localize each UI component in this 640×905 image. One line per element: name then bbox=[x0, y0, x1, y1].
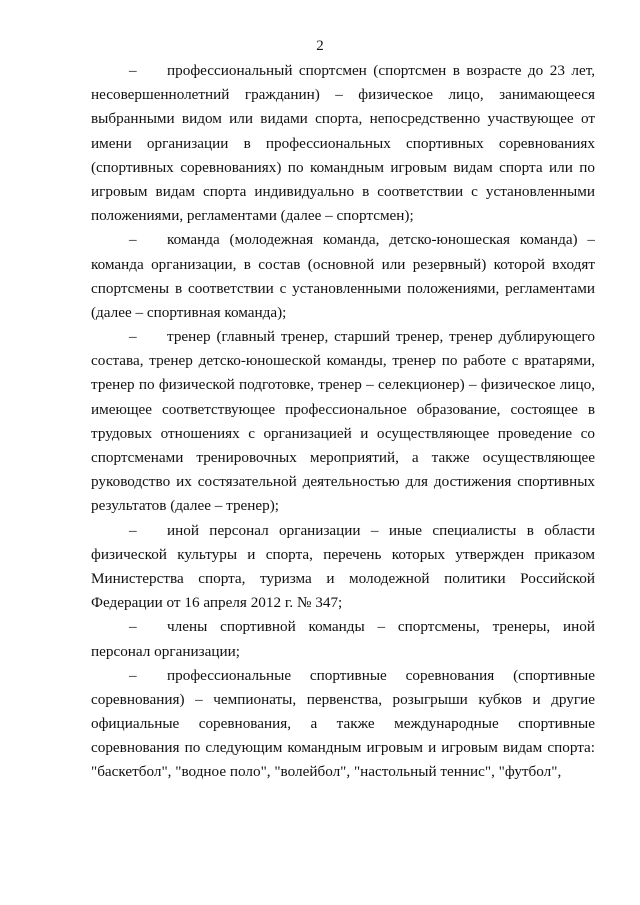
text-line: результатов (далее – тренер); bbox=[91, 497, 280, 515]
text-line bbox=[91, 615, 595, 639]
text-line: руководство их состязательной деятельностью для достижения спортивных bbox=[91, 473, 595, 491]
text-line: "баскетбол", "водное поло", "волейбол", "настольный теннис", "футбол", bbox=[91, 763, 562, 781]
text-line: игровым видам спорта индивидуально в соответствии с установленными bbox=[91, 182, 595, 200]
text-line bbox=[91, 519, 595, 543]
list-dash-marker: – bbox=[129, 62, 137, 79]
text-line: официальные соревнования, а также международные спортивные bbox=[91, 715, 595, 733]
text-line-content: иной персонал организации – иные специалисты в области bbox=[167, 521, 595, 539]
text-line: спортсменами тренировочных мероприятий, а также осуществляющее bbox=[91, 449, 595, 466]
text-line: несовершеннолетний гражданин) – физическое лицо, занимающееся bbox=[91, 86, 595, 104]
paragraph-team bbox=[91, 228, 595, 325]
text-line: (далее – спортивная команда); bbox=[91, 303, 287, 321]
text-line: тренер по физической подготовке, тренер – селекционер) – физическое лицо, bbox=[91, 376, 595, 394]
document-body bbox=[91, 59, 595, 785]
list-dash-marker: – bbox=[129, 666, 137, 684]
text-line: соревнования) – чемпионаты, первенства, розыгрыши кубков и другие bbox=[91, 690, 595, 708]
text-line bbox=[91, 59, 595, 83]
text-line: Федерации от 16 апреля 2012 г. № 347; bbox=[91, 594, 343, 612]
paragraph-competitions bbox=[91, 664, 595, 785]
text-line bbox=[91, 664, 595, 688]
text-line-content: команда (молодежная команда, детско-юношеская команда) – bbox=[167, 231, 595, 249]
text-line: персонал организации; bbox=[91, 642, 240, 660]
text-line: трудовых отношениях с организацией и осуществляющее проведение со bbox=[91, 424, 595, 442]
list-dash-marker: – bbox=[129, 521, 137, 539]
text-line bbox=[91, 325, 595, 349]
paragraph-professional-athlete bbox=[91, 59, 595, 228]
text-line-content: члены спортивной команды – спортсмены, тренеры, иной bbox=[167, 618, 595, 636]
text-line-content: профессиональные спортивные соревнования (спортивные bbox=[167, 666, 595, 684]
text-line: Министерства спорта, туризма и молодежной политики Российской bbox=[91, 569, 595, 587]
text-line: имени организации в профессиональных спортивных соревнованиях bbox=[91, 134, 595, 152]
text-line: физической культуры и спорта, перечень которых утвержден приказом bbox=[91, 545, 595, 563]
list-dash-marker: – bbox=[129, 231, 137, 249]
page-number: 2 bbox=[316, 38, 324, 54]
paragraph-other-staff bbox=[91, 519, 595, 616]
text-line: (спортивных соревнованиях) по командным игровым видам спорта или по bbox=[91, 158, 595, 176]
text-line: спортсмены в соответствии с установленными положениями, регламентами bbox=[91, 279, 595, 297]
text-line: имеющее соответствующее профессиональное образование, состоящее в bbox=[91, 400, 595, 418]
text-line: выбранными видом или видами спорта, непосредственно участвующее от bbox=[91, 110, 595, 128]
text-line: команда организации, в состав (основной или резервный) которой входят bbox=[91, 255, 595, 273]
text-line-content: тренер (главный тренер, старший тренер, тренер дублирующего bbox=[167, 328, 595, 346]
text-line bbox=[91, 228, 595, 252]
text-line: состава, тренер детско-юношеской команды, тренер по работе с вратарями, bbox=[91, 352, 595, 370]
text-line: соревнования по следующим командным игровым и игровым видам спорта: bbox=[91, 739, 595, 757]
paragraph-coach bbox=[91, 325, 595, 519]
list-dash-marker: – bbox=[129, 328, 137, 346]
text-line-content: профессиональный спортсмен (спортсмен в возрасте до 23 лет, bbox=[167, 62, 595, 79]
paragraph-team-members bbox=[91, 615, 595, 663]
list-dash-marker: – bbox=[129, 618, 137, 636]
text-line: положениями, регламентами (далее – спортсмен); bbox=[91, 207, 414, 225]
